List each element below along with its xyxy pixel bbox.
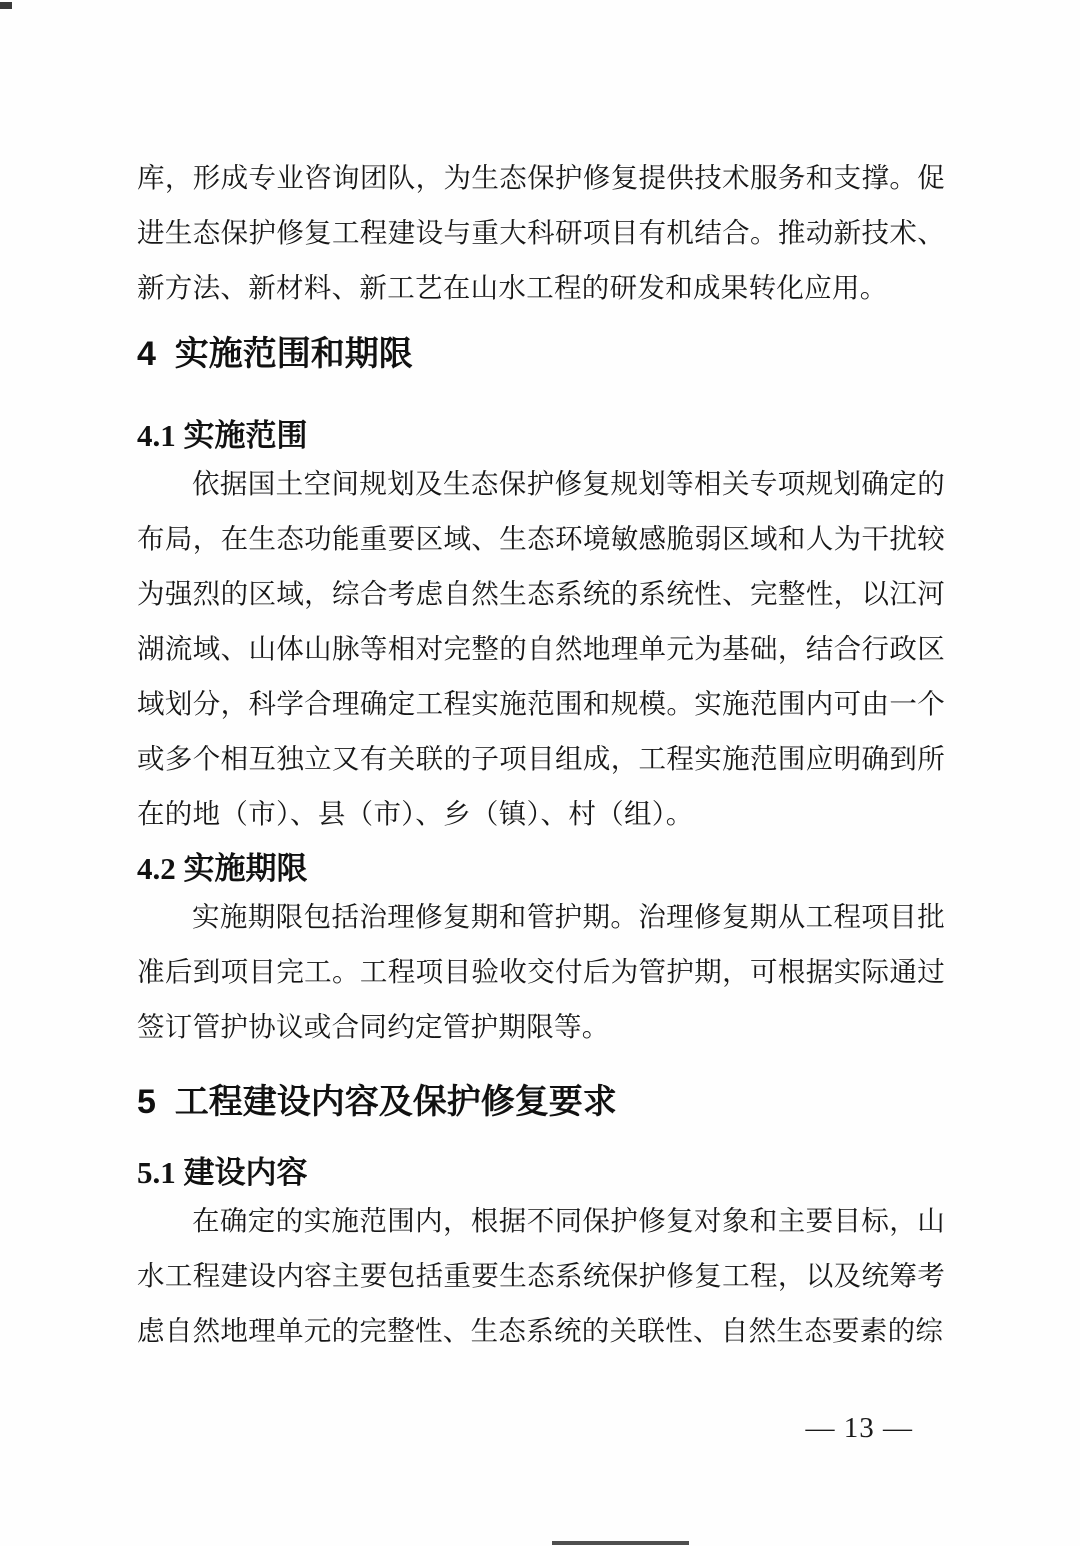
section-5-heading: 5 工程建设内容及保护修复要求 (137, 1083, 617, 1121)
paragraph-4-2-body: 实施期限包括治理修复期和管护期。治理修复期从工程项目批准后到项目完工。工程项目验收交付后为管护期，可根据实际通过签订管护协议或合同约定管护期限等。 (137, 901, 945, 1042)
document-content (137, 150, 945, 1358)
paragraph-5-1-body: 在确定的实施范围内，根据不同保护修复对象和主要目标，山水工程建设内容主要包括重要生态系统保护修复工程，以及统筹考虑自然地理单元的完整性、生态系统的关联性、自然生态要素的综 (137, 1205, 945, 1346)
section-4-2-heading: 4.2 实施期限 (137, 851, 308, 886)
paragraph-continuation: 库，形成专业咨询团队，为生态保护修复提供技术服务和支撑。促进生态保护修复工程建设与重大科研项目有机结合。推动新技术、新方法、新材料、新工艺在山水工程的研发和成果转化应用。 (137, 162, 945, 303)
section-4-heading: 4 实施范围和期限 (137, 335, 413, 373)
section-4-1-heading: 4.1 实施范围 (137, 418, 308, 453)
page-number: — 13 — (805, 1412, 913, 1444)
scan-artifact-top-left (0, 2, 12, 9)
paragraph-4-1-body: 依据国土空间规划及生态保护修复规划等相关专项规划确定的布局，在生态功能重要区域、生态环境敏感脆弱区域和人为干扰较为强烈的区域，综合考虑自然生态系统的系统性、完整性，以江河湖流域、山体山脉等相对完整的自然地理单元为基础，结合行政区域划分，科学合理确定工程实施范围和规模。实施范围内可由一个或多个相互独立又有关联的子项目组成，工程实施范围应明确到所在的地（市）、县（市）、乡（镇）、村（组）。 (137, 468, 945, 829)
section-5-1-heading: 5.1 建设内容 (137, 1155, 308, 1190)
scan-artifact-bottom-line (552, 1541, 689, 1545)
